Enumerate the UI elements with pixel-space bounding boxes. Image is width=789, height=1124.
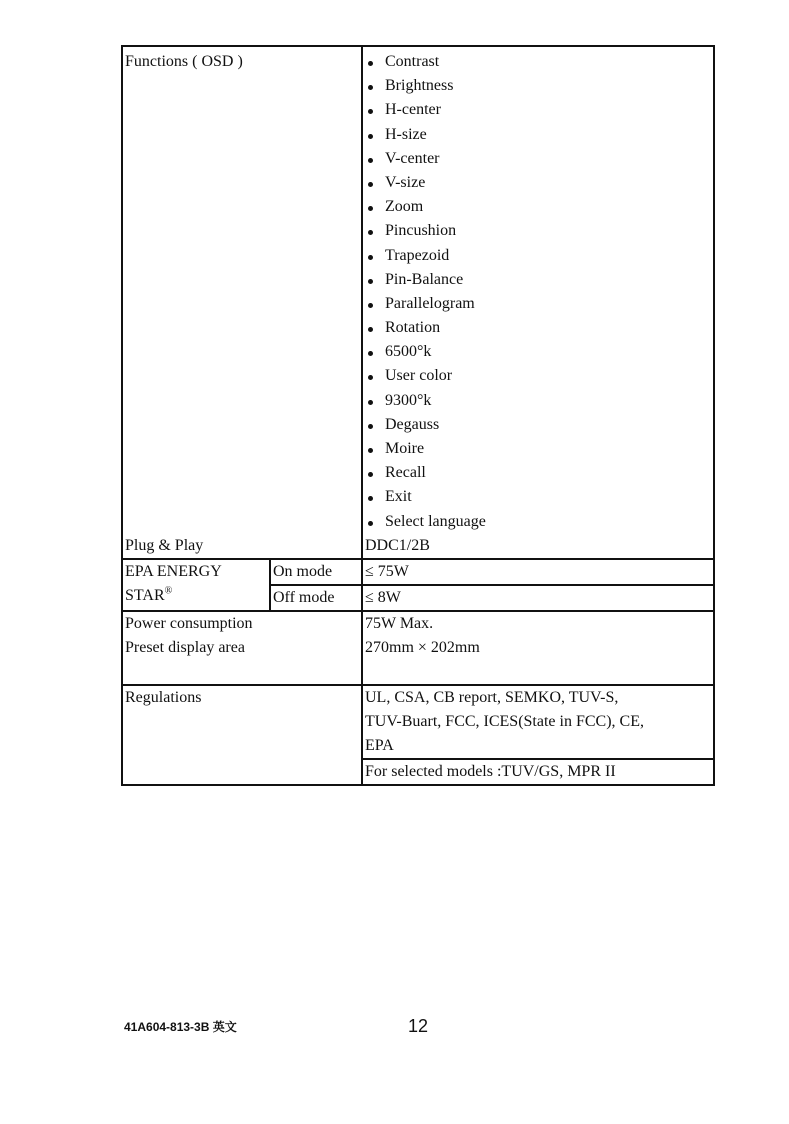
osd-item-v-size: V-size bbox=[365, 171, 711, 195]
osd-item-trapezoid: Trapezoid bbox=[365, 244, 711, 268]
plug-play-value: DDC1/2B bbox=[365, 536, 430, 554]
osd-item-h-size: H-size bbox=[365, 123, 711, 147]
regulations-value-cell bbox=[362, 685, 714, 759]
functions-label: Functions ( OSD ) bbox=[125, 53, 243, 70]
off-mode-label-cell bbox=[270, 585, 362, 611]
power-consumption-value: 75W Max. bbox=[365, 614, 434, 632]
off-mode-value-cell bbox=[362, 585, 714, 611]
functions-list-cell bbox=[362, 46, 714, 534]
osd-item-v-center: V-center bbox=[365, 147, 711, 171]
osd-item-6500k: 6500°k bbox=[365, 340, 711, 364]
plug-play-label: Plug & Play bbox=[125, 536, 204, 554]
selected-models-text: For selected models :TUV/GS, MPR II bbox=[365, 762, 616, 780]
plug-play-label-cell bbox=[122, 534, 362, 559]
plug-play-value-cell bbox=[362, 534, 714, 559]
osd-item-select-language: Select language bbox=[365, 510, 711, 534]
power-consumption-label: Power consumption bbox=[125, 614, 253, 632]
off-mode-value: ≤ 8W bbox=[365, 588, 401, 606]
osd-item-user-color: User color bbox=[365, 364, 711, 388]
preset-display-area-value: 270mm × 202mm bbox=[365, 638, 480, 656]
page-number: 12 bbox=[408, 1016, 429, 1036]
osd-item-9300k: 9300°k bbox=[365, 389, 711, 413]
energy-star-label-line1: EPA ENERGY bbox=[125, 562, 222, 580]
osd-item-parallelogram: Parallelogram bbox=[365, 292, 711, 316]
regulations-line-2: TUV-Buart, FCC, ICES(State in FCC), CE, bbox=[365, 712, 644, 730]
regulations-line-1: UL, CSA, CB report, SEMKO, TUV-S, bbox=[365, 688, 619, 706]
power-label-cell bbox=[122, 611, 362, 685]
spec-table bbox=[121, 45, 715, 786]
on-mode-label: On mode bbox=[273, 562, 333, 580]
osd-item-recall: Recall bbox=[365, 461, 711, 485]
registered-mark: ® bbox=[164, 585, 173, 597]
osd-item-moire: Moire bbox=[365, 437, 711, 461]
osd-function-list bbox=[365, 50, 711, 534]
functions-label-cell bbox=[122, 46, 362, 534]
energy-star-label-cell bbox=[122, 559, 270, 611]
osd-item-brightness: Brightness bbox=[365, 74, 711, 98]
on-mode-value: ≤ 75W bbox=[365, 562, 409, 580]
selected-models-cell bbox=[362, 759, 714, 785]
osd-item-pincushion: Pincushion bbox=[365, 219, 711, 243]
on-mode-value-cell bbox=[362, 559, 714, 585]
osd-item-pin-balance: Pin-Balance bbox=[365, 268, 711, 292]
osd-item-exit: Exit bbox=[365, 485, 711, 509]
osd-item-contrast: Contrast bbox=[365, 50, 711, 74]
osd-item-zoom: Zoom bbox=[365, 195, 711, 219]
power-value-cell bbox=[362, 611, 714, 685]
osd-item-rotation: Rotation bbox=[365, 316, 711, 340]
osd-item-degauss: Degauss bbox=[365, 413, 711, 437]
document-code: 41A604-813-3B 英文 bbox=[124, 1020, 237, 1034]
osd-item-h-center: H-center bbox=[365, 98, 711, 122]
preset-display-area-label: Preset display area bbox=[125, 638, 245, 656]
off-mode-label: Off mode bbox=[273, 588, 335, 606]
energy-star-label-line2: STAR bbox=[125, 586, 165, 604]
on-mode-label-cell bbox=[270, 559, 362, 585]
regulations-label-cell bbox=[122, 685, 362, 785]
regulations-line-3: EPA bbox=[365, 736, 394, 754]
regulations-label: Regulations bbox=[125, 688, 202, 706]
